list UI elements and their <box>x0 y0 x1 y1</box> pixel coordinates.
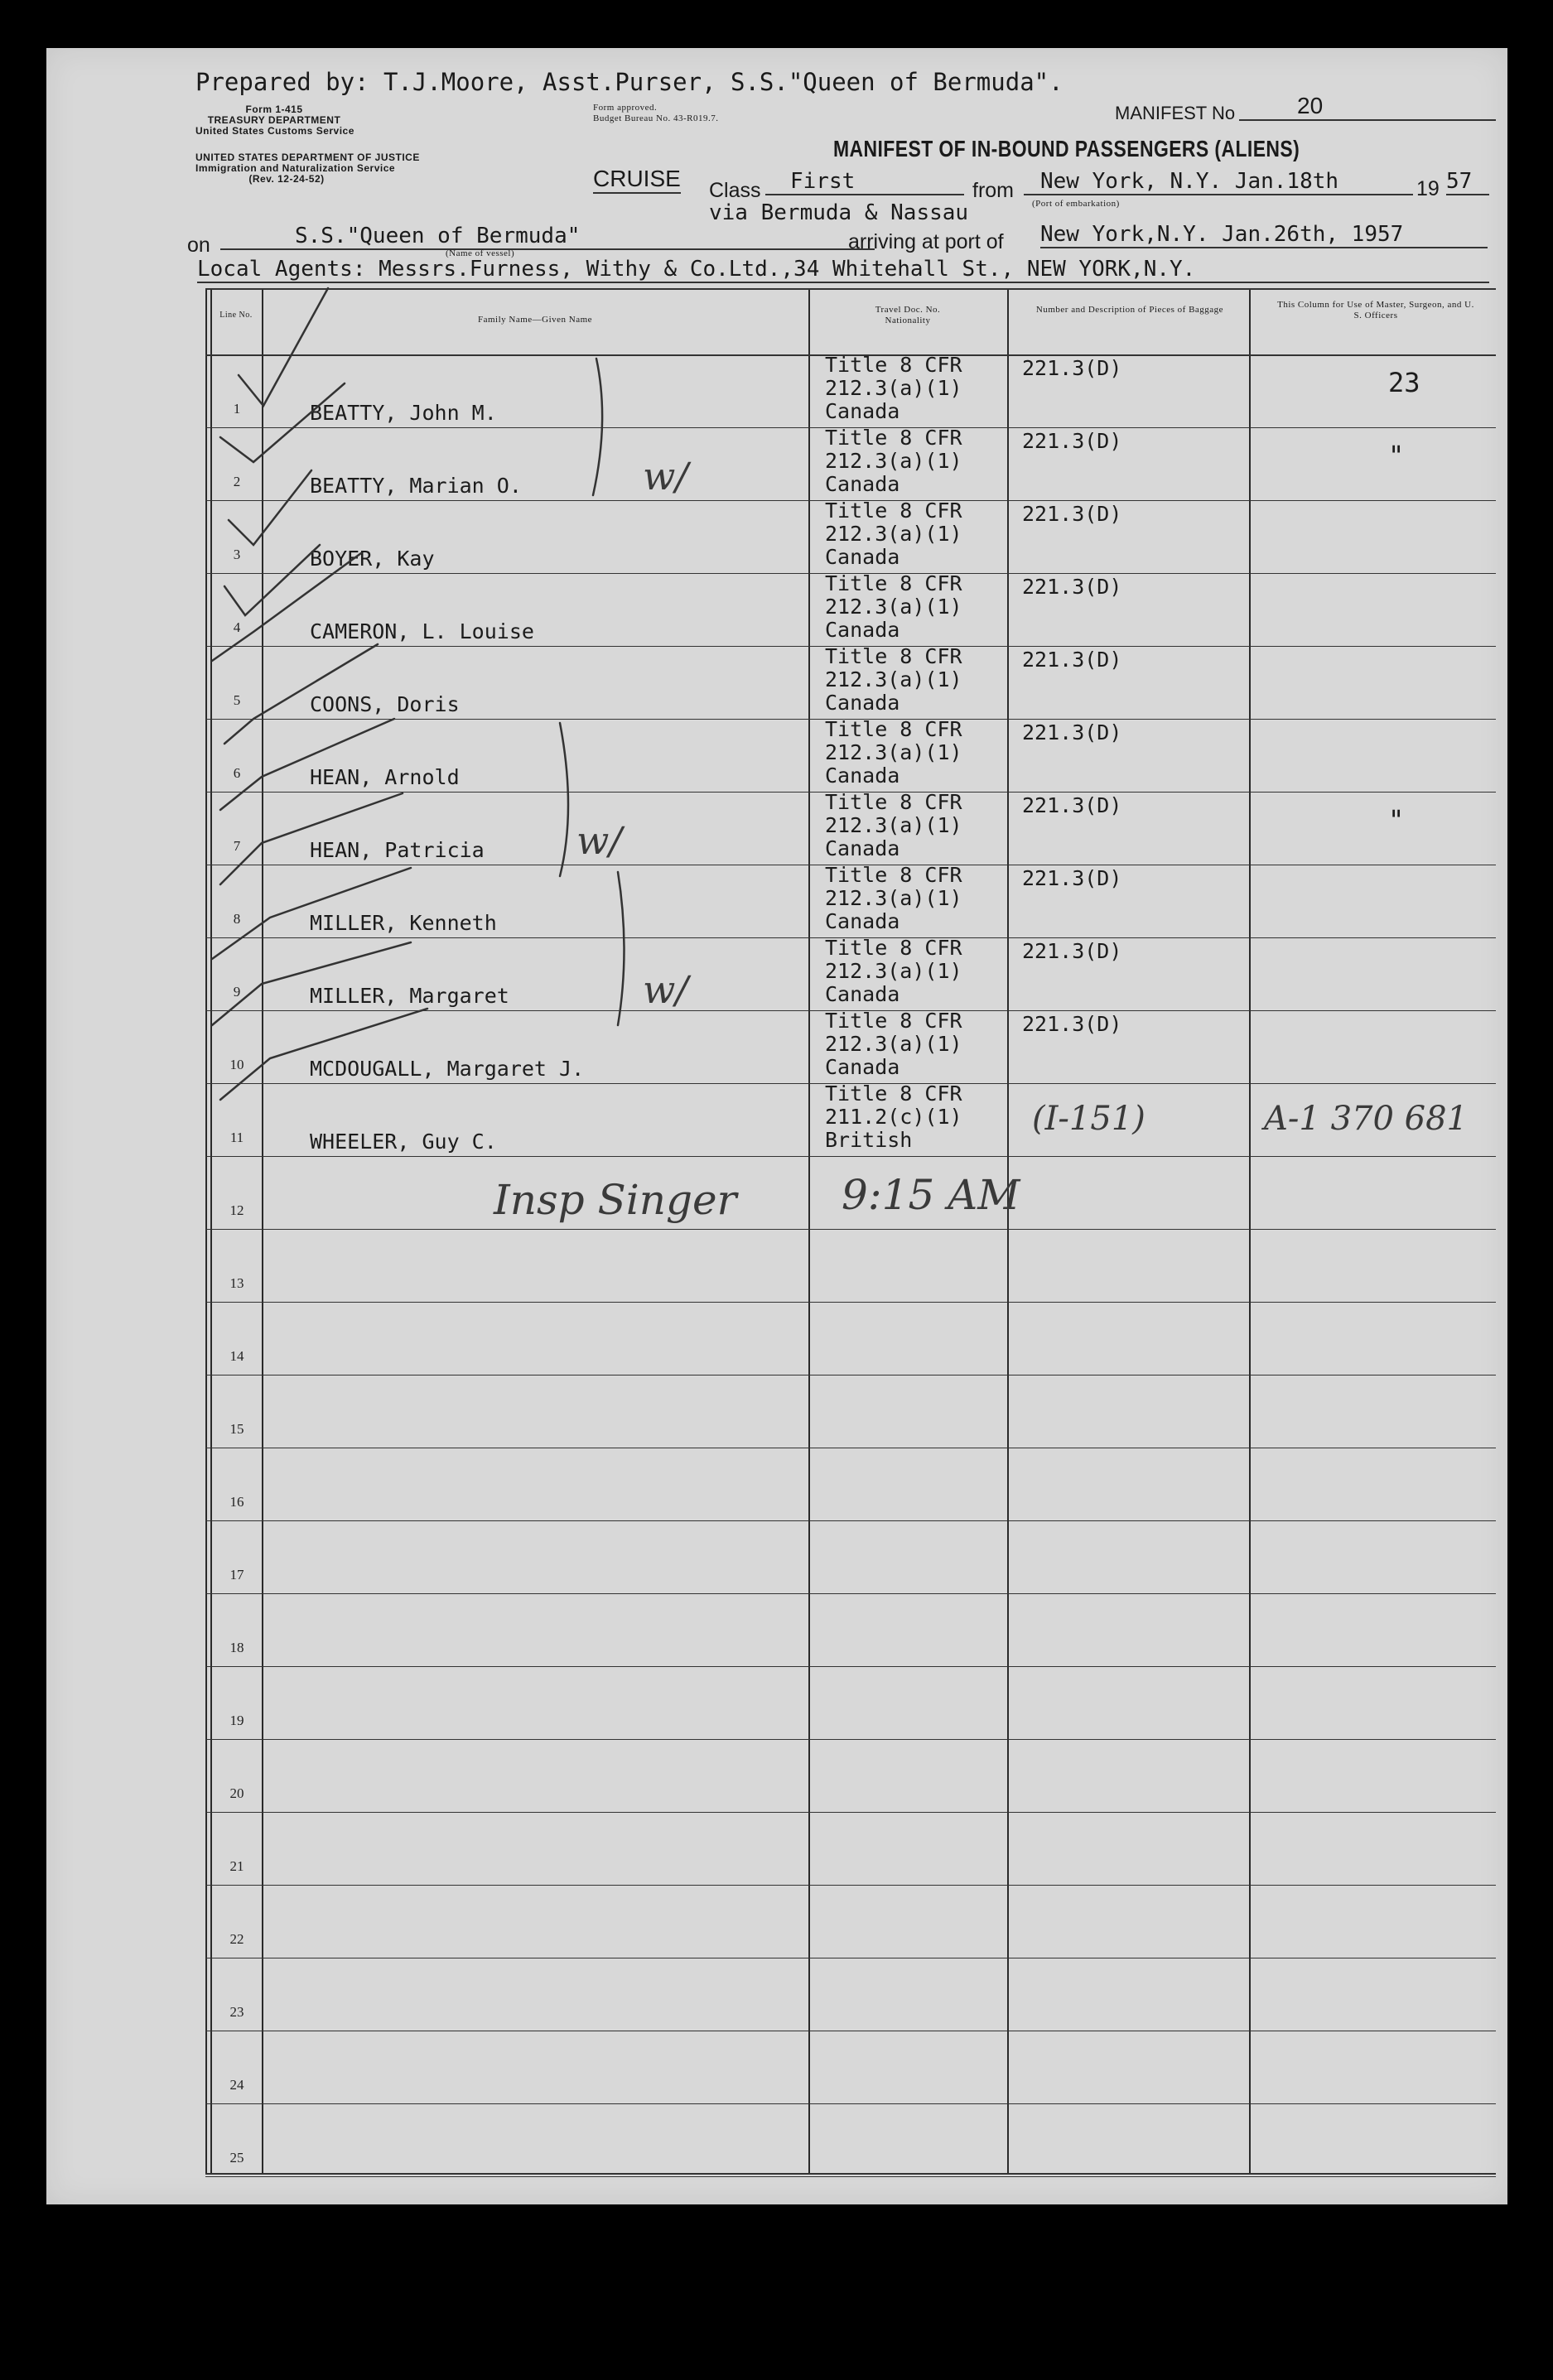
line-number: 25 <box>229 2150 244 2166</box>
passenger-name: BOYER, Kay <box>310 547 435 571</box>
line-number: 1 <box>233 401 241 417</box>
nationality: Canada <box>825 909 900 933</box>
passenger-name: WHEELER, Guy C. <box>310 1130 497 1154</box>
line-number: 18 <box>229 1640 244 1655</box>
arriving-label: arriving at port of <box>848 230 1004 253</box>
officer-note: " <box>1388 440 1405 471</box>
customs-label: United States Customs Service <box>195 125 354 137</box>
col-header-travel-doc: Travel Doc. No. Nationality <box>875 305 941 325</box>
baggage: 221.3(D) <box>1022 502 1122 526</box>
travel-doc-title: Title 8 CFR <box>825 426 962 450</box>
line-number: 4 <box>233 619 241 635</box>
row-divider <box>205 1302 1496 1303</box>
line-number: 6 <box>233 765 241 781</box>
line-number: 16 <box>229 1494 244 1510</box>
manifest-title: MANIFEST OF IN-BOUND PASSENGERS (ALIENS) <box>833 136 1300 161</box>
travel-doc-section: 212.3(a)(1) <box>825 449 962 473</box>
class-value: First <box>765 169 964 195</box>
row-divider <box>205 1812 1496 1813</box>
row-divider <box>205 1520 1496 1521</box>
budget-bureau-label: Budget Bureau No. 43-R019.7. <box>593 113 719 123</box>
justice-label: UNITED STATES DEPARTMENT OF JUSTICE <box>195 152 420 163</box>
travel-doc-section: 212.3(a)(1) <box>825 1032 962 1056</box>
passenger-name: MILLER, Margaret <box>310 984 509 1008</box>
row-divider <box>205 2176 1496 2177</box>
travel-doc-section: 212.3(a)(1) <box>825 886 962 910</box>
col-header-baggage: Number and Description of Pieces of Baggage <box>1035 305 1224 315</box>
travel-doc-title: Title 8 CFR <box>825 936 962 960</box>
prepared-by: Prepared by: T.J.Moore, Asst.Purser, S.S."Queen of Bermuda". <box>195 68 1063 96</box>
travel-doc-section: 211.2(c)(1) <box>825 1105 962 1129</box>
nationality: Canada <box>825 1055 900 1079</box>
immigration-label: Immigration and Naturalization Service <box>195 162 396 174</box>
passenger-name: COONS, Doris <box>310 692 460 716</box>
passenger-name: CAMERON, L. Louise <box>310 619 534 643</box>
year-value: 57 <box>1446 169 1489 195</box>
port-embarkation-label: (Port of embarkation) <box>1032 199 1120 209</box>
travel-doc-section: 212.3(a)(1) <box>825 667 962 691</box>
form-approved-label: Form approved. <box>593 103 658 113</box>
via: via Bermuda & Nassau <box>709 200 969 225</box>
inspector-signature: Insp Singer <box>494 1176 737 1224</box>
row-divider <box>205 1885 1496 1886</box>
nationality: Canada <box>825 545 900 569</box>
line-number: 10 <box>229 1057 244 1072</box>
nationality: Canada <box>825 982 900 1006</box>
from-label: from <box>972 179 1014 202</box>
form-number <box>195 104 353 137</box>
travel-doc-title: Title 8 CFR <box>825 1009 962 1033</box>
nationality: Canada <box>825 618 900 642</box>
travel-doc-section: 212.3(a)(1) <box>825 959 962 983</box>
check-mark <box>220 719 394 810</box>
treasury-label: TREASURY DEPARTMENT <box>207 114 341 126</box>
travel-doc-section: 212.3(a)(1) <box>825 522 962 546</box>
manifest-sheet <box>46 48 1507 2204</box>
year-prefix: 19 <box>1416 177 1440 200</box>
travel-doc-section: 212.3(a)(1) <box>825 740 962 764</box>
row-divider <box>205 2103 1496 2104</box>
baggage-note: (I-151) <box>1032 1100 1145 1138</box>
travel-doc-section: 212.3(a)(1) <box>825 813 962 837</box>
baggage: 221.3(D) <box>1022 356 1122 380</box>
travel-doc-section: 212.3(a)(1) <box>825 595 962 619</box>
check-mark <box>220 1009 427 1100</box>
inspection-time: 9:15 AM <box>842 1171 1020 1219</box>
line-number: 8 <box>233 911 241 927</box>
rev-label: (Rev. 12-24-52) <box>248 173 325 185</box>
line-number: 7 <box>233 838 241 854</box>
travel-doc-title: Title 8 CFR <box>825 353 962 377</box>
col-header-name: Family Name—Given Name <box>477 315 593 325</box>
baggage: 221.3(D) <box>1022 866 1122 890</box>
with-mark: w/ <box>643 454 688 499</box>
check-mark <box>239 288 328 406</box>
baggage: 221.3(D) <box>1022 939 1122 963</box>
travel-doc-title: Title 8 CFR <box>825 790 962 814</box>
nationality: Canada <box>825 836 900 860</box>
line-number: 15 <box>229 1421 244 1437</box>
baggage: 221.3(D) <box>1022 793 1122 817</box>
officer-note: A-1 370 681 <box>1264 1100 1468 1138</box>
travel-doc-title: Title 8 CFR <box>825 863 962 887</box>
row-divider <box>205 1229 1496 1230</box>
line-number: 19 <box>229 1713 244 1728</box>
passenger-name: BEATTY, John M. <box>310 401 497 425</box>
bracket-mark <box>560 723 568 876</box>
travel-doc-title: Title 8 CFR <box>825 644 962 668</box>
with-mark: w/ <box>576 818 622 863</box>
vessel-name: S.S."Queen of Bermuda" <box>220 224 875 250</box>
cruise-label: CRUISE <box>593 166 681 194</box>
officer-note: 23 <box>1388 367 1420 398</box>
officer-note: " <box>1388 804 1405 836</box>
manifest-no-value: 20 <box>1239 93 1496 121</box>
travel-doc-title: Title 8 CFR <box>825 717 962 741</box>
manifest-no-label: MANIFEST No <box>1115 103 1236 123</box>
line-number: 5 <box>233 692 241 708</box>
line-number: 20 <box>229 1785 244 1801</box>
col-header-officers: This Column for Use of Master, Surgeon, and U. S. Officers <box>1277 300 1474 320</box>
nationality: Canada <box>825 399 900 423</box>
travel-doc-section: 212.3(a)(1) <box>825 376 962 400</box>
line-number: 13 <box>229 1275 244 1291</box>
justice-block <box>195 152 420 185</box>
line-number: 11 <box>229 1130 244 1145</box>
nationality: Canada <box>825 472 900 496</box>
baggage: 221.3(D) <box>1022 648 1122 672</box>
form-no-label: Form 1-415 <box>245 104 303 115</box>
line-number: 2 <box>233 474 241 489</box>
with-mark: w/ <box>643 967 688 1012</box>
line-number: 9 <box>233 984 241 1000</box>
travel-doc-title: Title 8 CFR <box>825 571 962 595</box>
baggage: 221.3(D) <box>1022 1012 1122 1036</box>
passenger-name: HEAN, Patricia <box>310 838 485 862</box>
line-number: 12 <box>229 1202 244 1218</box>
baggage: 221.3(D) <box>1022 429 1122 453</box>
bracket-mark <box>618 872 625 1025</box>
line-number: 24 <box>229 2077 244 2093</box>
row-divider <box>205 1739 1496 1740</box>
vessel-label: (Name of vessel) <box>446 248 515 258</box>
line-number: 23 <box>229 2004 244 2020</box>
from-value: New York, N.Y. Jan.18th <box>1024 169 1413 195</box>
passenger-name: HEAN, Arnold <box>310 765 460 789</box>
nationality: Canada <box>825 691 900 715</box>
baggage: 221.3(D) <box>1022 720 1122 744</box>
arriving-value: New York,N.Y. Jan.26th, 1957 <box>1040 222 1488 248</box>
passenger-name: BEATTY, Marian O. <box>310 474 522 498</box>
class-label: Class <box>709 179 761 202</box>
line-number: 22 <box>229 1931 244 1947</box>
on-label: on <box>187 234 210 257</box>
line-number: 21 <box>229 1858 244 1874</box>
travel-doc-title: Title 8 CFR <box>825 1082 962 1106</box>
row-divider <box>205 1156 1496 1157</box>
col-header-line-no: Line No. <box>219 311 253 320</box>
passenger-name: MCDOUGALL, Margaret J. <box>310 1057 585 1081</box>
line-number: 14 <box>229 1348 244 1364</box>
line-number: 17 <box>229 1567 244 1583</box>
form-approved <box>593 103 718 124</box>
nationality: Canada <box>825 764 900 788</box>
baggage: 221.3(D) <box>1022 575 1122 599</box>
row-divider <box>205 1593 1496 1594</box>
line-number: 3 <box>233 547 241 562</box>
row-divider <box>205 1666 1496 1667</box>
travel-doc-title: Title 8 CFR <box>825 499 962 523</box>
nationality: British <box>825 1128 913 1152</box>
local-agents: Local Agents: Messrs.Furness, Withy & Co.Ltd.,34 Whitehall St., NEW YORK,N.Y. <box>197 257 1489 283</box>
passenger-name: MILLER, Kenneth <box>310 911 497 935</box>
